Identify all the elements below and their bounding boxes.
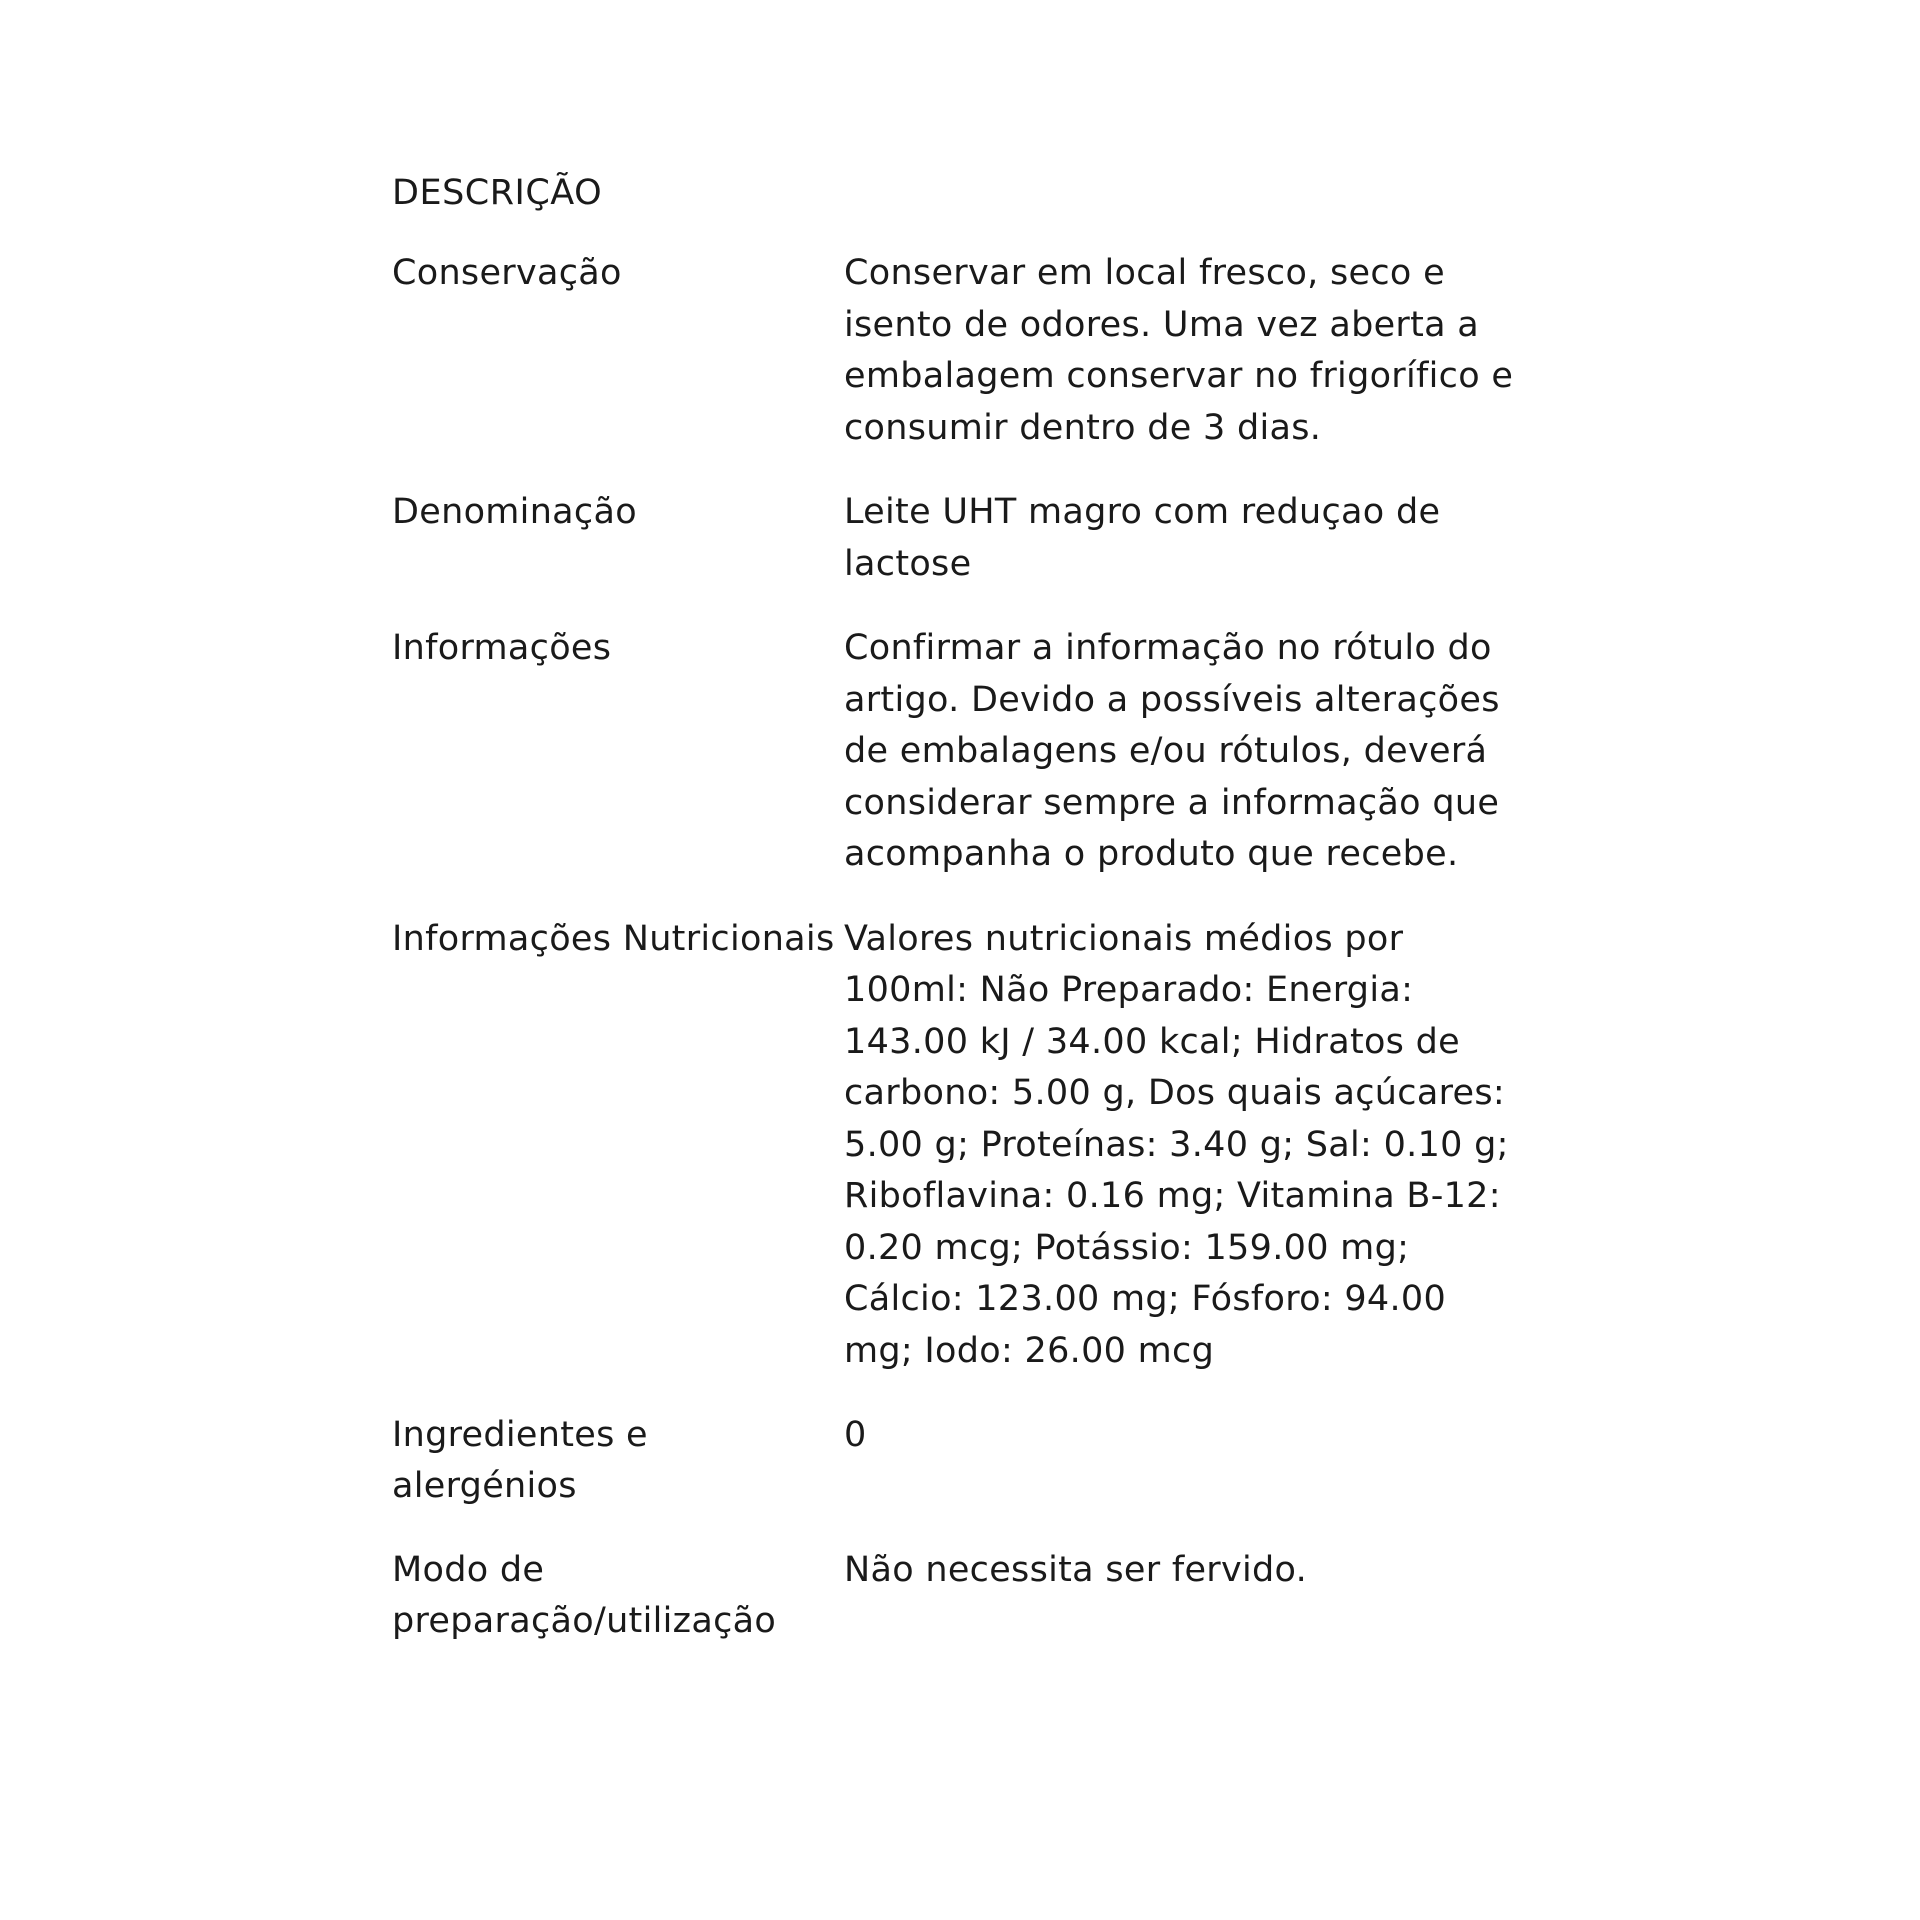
spec-label: Ingredientes e alergénios xyxy=(392,1415,648,1506)
product-description-panel xyxy=(392,168,1512,1680)
spec-value: 0 xyxy=(844,1415,867,1455)
spec-label: Denominação xyxy=(392,492,637,532)
spec-label: Conservação xyxy=(392,253,622,293)
spec-label: Informações Nutricionais xyxy=(392,918,835,959)
spec-value: Não necessita ser fervido. xyxy=(844,1550,1308,1590)
spec-value: Valores nutricionais médios por 100ml: Não Preparado: Energia: 143.00 kJ / 34.00 kcal; Hidratos de carbono: 5.00 g, Dos quais açúcares: 5.00 g; Proteínas: 3.40 g; Sal: 0.10 g; Riboflavina: 0.16 mg; Vitamina B-12: 0.20 mcg; Potássio: 159.00 mg; Cálcio: 123.00 mg; Fósforo: 94.00 mg; Iodo: 26.00 mcg xyxy=(844,918,1509,1371)
spec-value: Conservar em local fresco, seco e isento de odores. Uma vez aberta a embalagem conservar no frigorífico e consumir dentro de 3 dias. xyxy=(844,253,1514,448)
spec-label: Modo de preparação/utilização xyxy=(392,1550,777,1641)
spec-row-denominacao xyxy=(392,487,1512,590)
spec-value: Confirmar a informação no rótulo do artigo. Devido a possíveis alterações de embalagens e/ou rótulos, deverá considerar sempre a informação que acompanha o produto que recebe. xyxy=(844,628,1500,874)
spec-label: Informações xyxy=(392,628,612,668)
section-title: DESCRIÇÃO xyxy=(392,173,603,213)
spec-value: Leite UHT magro com reduçao de lactose xyxy=(844,492,1441,584)
spec-row-modo-preparacao xyxy=(392,1545,1512,1647)
spec-row-ingredientes xyxy=(392,1410,1512,1512)
spec-row-informacoes xyxy=(392,623,1512,881)
spec-row-informacoes-nutricionais xyxy=(392,914,1512,1378)
spec-row-conservacao xyxy=(392,248,1512,454)
